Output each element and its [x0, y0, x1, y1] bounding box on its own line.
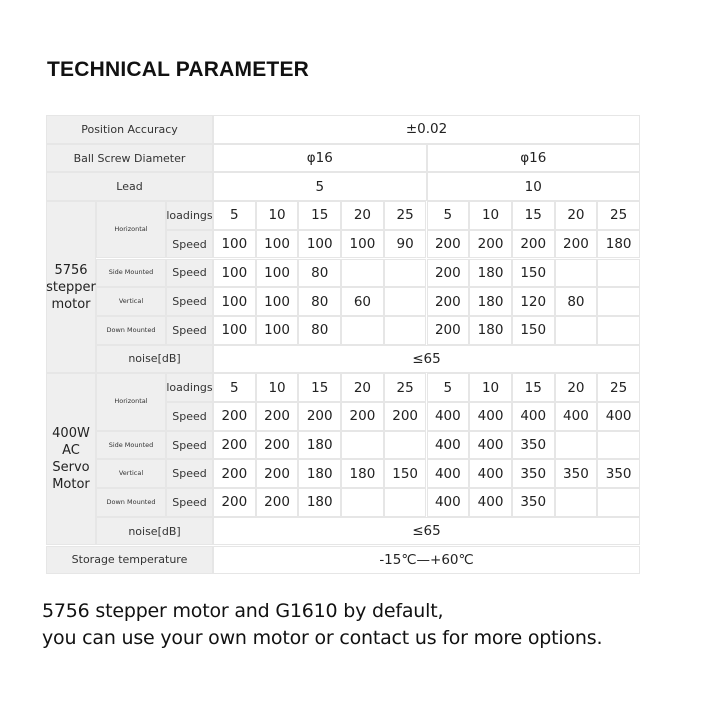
footer-line: you can use your own motor or contact us for more options. — [42, 627, 603, 649]
loading-value: 25 — [597, 373, 640, 402]
noise-label: noise[dB] — [96, 345, 213, 374]
lead-label: Lead — [46, 172, 213, 201]
speed-value — [384, 431, 427, 460]
speed-value: 100 — [298, 230, 341, 259]
ball-screw-diameter-value: φ16 — [213, 144, 427, 173]
loadings-label: loadings — [166, 373, 213, 402]
speed-value: 400 — [427, 459, 470, 488]
technical-parameter-table — [46, 115, 640, 574]
ball-screw-diameter-value: φ16 — [427, 144, 641, 173]
speed-value: 100 — [256, 287, 299, 316]
speed-label: Speed — [166, 488, 213, 517]
speed-value: 400 — [555, 402, 598, 431]
speed-value — [341, 488, 384, 517]
noise-label: noise[dB] — [96, 517, 213, 546]
footer-line: 5756 stepper motor and G1610 by default, — [42, 600, 444, 622]
speed-value: 200 — [256, 488, 299, 517]
speed-value: 100 — [213, 230, 256, 259]
speed-value: 180 — [298, 431, 341, 460]
loadings-label: loadings — [166, 201, 213, 230]
speed-value — [341, 259, 384, 288]
loading-value: 10 — [256, 373, 299, 402]
loading-value: 10 — [469, 373, 512, 402]
noise-value: ≤65 — [213, 517, 640, 546]
speed-value: 400 — [427, 431, 470, 460]
loading-value: 20 — [341, 201, 384, 230]
speed-value: 400 — [427, 402, 470, 431]
speed-value — [555, 431, 598, 460]
speed-value — [597, 316, 640, 345]
speed-value: 200 — [256, 459, 299, 488]
ball-screw-diameter-label: Ball Screw Diameter — [46, 144, 213, 173]
position-accuracy-label: Position Accuracy — [46, 115, 213, 144]
speed-value: 400 — [512, 402, 555, 431]
speed-value: 120 — [512, 287, 555, 316]
loading-value: 15 — [298, 373, 341, 402]
loading-value: 15 — [512, 373, 555, 402]
motor-name — [46, 201, 96, 373]
speed-value — [555, 259, 598, 288]
speed-label: Speed — [166, 316, 213, 345]
storage-temperature-label: Storage temperature — [46, 546, 213, 575]
speed-value: 150 — [512, 316, 555, 345]
speed-value — [597, 259, 640, 288]
speed-value: 200 — [427, 230, 470, 259]
speed-value — [384, 287, 427, 316]
speed-value: 200 — [427, 316, 470, 345]
speed-value — [384, 316, 427, 345]
loading-value: 5 — [427, 201, 470, 230]
speed-value: 200 — [469, 230, 512, 259]
speed-value: 80 — [555, 287, 598, 316]
speed-label: Speed — [166, 259, 213, 288]
speed-value: 90 — [384, 230, 427, 259]
speed-value: 350 — [555, 459, 598, 488]
speed-value: 200 — [213, 402, 256, 431]
speed-value: 100 — [213, 287, 256, 316]
speed-value: 400 — [427, 488, 470, 517]
motor-name-line: Servo — [52, 460, 90, 476]
motor-name-line: 5756 — [54, 262, 88, 278]
speed-value: 180 — [298, 488, 341, 517]
loading-value: 10 — [256, 201, 299, 230]
speed-value: 60 — [341, 287, 384, 316]
speed-value: 350 — [512, 431, 555, 460]
loading-value: 5 — [213, 201, 256, 230]
speed-value: 400 — [469, 431, 512, 460]
speed-value: 150 — [512, 259, 555, 288]
speed-label: Speed — [166, 230, 213, 259]
loading-value: 5 — [213, 373, 256, 402]
footer-note — [42, 598, 602, 652]
motor-name-line: 400W — [52, 426, 90, 442]
speed-value: 200 — [384, 402, 427, 431]
orientation-label: Vertical — [96, 287, 166, 316]
lead-value: 10 — [427, 172, 641, 201]
lead-value: 5 — [213, 172, 427, 201]
loading-value: 15 — [512, 201, 555, 230]
speed-value: 200 — [427, 259, 470, 288]
speed-value: 180 — [469, 287, 512, 316]
speed-label: Speed — [166, 459, 213, 488]
speed-value — [597, 488, 640, 517]
speed-value: 100 — [213, 316, 256, 345]
speed-value: 80 — [298, 287, 341, 316]
page-title: TECHNICAL PARAMETER — [47, 58, 310, 81]
orientation-label: Vertical — [96, 459, 166, 488]
loading-value: 20 — [341, 373, 384, 402]
speed-value: 200 — [213, 459, 256, 488]
speed-value — [341, 431, 384, 460]
loading-value: 10 — [469, 201, 512, 230]
speed-value: 400 — [597, 402, 640, 431]
speed-value: 100 — [256, 259, 299, 288]
speed-value — [384, 259, 427, 288]
motor-name — [46, 373, 96, 545]
speed-value: 180 — [597, 230, 640, 259]
speed-value: 400 — [469, 402, 512, 431]
orientation-label: Horizontal — [96, 201, 166, 258]
speed-value: 180 — [298, 459, 341, 488]
speed-value: 200 — [213, 488, 256, 517]
storage-temperature-value: -15℃—+60℃ — [213, 546, 640, 575]
loading-value: 20 — [555, 373, 598, 402]
motor-name-line: stepper — [46, 279, 96, 295]
speed-value: 200 — [213, 431, 256, 460]
noise-value: ≤65 — [213, 345, 640, 374]
motor-name-line: AC — [62, 443, 80, 459]
speed-value — [597, 431, 640, 460]
motor-name-line: motor — [51, 296, 91, 312]
orientation-label: Horizontal — [96, 373, 166, 430]
loading-value: 25 — [384, 373, 427, 402]
speed-value: 180 — [469, 259, 512, 288]
orientation-label: Side Mounted — [96, 431, 166, 460]
loading-value: 25 — [597, 201, 640, 230]
speed-value: 150 — [384, 459, 427, 488]
motor-name-line: Motor — [52, 477, 90, 493]
speed-value: 200 — [341, 402, 384, 431]
speed-value: 200 — [256, 431, 299, 460]
speed-value — [384, 488, 427, 517]
speed-value — [555, 488, 598, 517]
orientation-label: Side Mounted — [96, 259, 166, 288]
speed-value: 200 — [298, 402, 341, 431]
speed-value: 180 — [469, 316, 512, 345]
speed-value: 80 — [298, 259, 341, 288]
position-accuracy-value: ±0.02 — [213, 115, 640, 144]
speed-value: 350 — [512, 459, 555, 488]
speed-value: 350 — [597, 459, 640, 488]
loading-value: 25 — [384, 201, 427, 230]
speed-value: 200 — [427, 287, 470, 316]
speed-value — [341, 316, 384, 345]
speed-value: 180 — [341, 459, 384, 488]
speed-value: 400 — [469, 488, 512, 517]
speed-value: 80 — [298, 316, 341, 345]
speed-value: 100 — [213, 259, 256, 288]
speed-value: 100 — [341, 230, 384, 259]
speed-label: Speed — [166, 431, 213, 460]
speed-value: 400 — [469, 459, 512, 488]
speed-value: 350 — [512, 488, 555, 517]
loading-value: 20 — [555, 201, 598, 230]
speed-value — [555, 316, 598, 345]
orientation-label: Down Mounted — [96, 488, 166, 517]
loading-value: 15 — [298, 201, 341, 230]
speed-value — [597, 287, 640, 316]
loading-value: 5 — [427, 373, 470, 402]
speed-value: 100 — [256, 230, 299, 259]
speed-value: 200 — [256, 402, 299, 431]
speed-value: 100 — [256, 316, 299, 345]
speed-label: Speed — [166, 402, 213, 431]
speed-value: 200 — [512, 230, 555, 259]
speed-value: 200 — [555, 230, 598, 259]
speed-label: Speed — [166, 287, 213, 316]
orientation-label: Down Mounted — [96, 316, 166, 345]
